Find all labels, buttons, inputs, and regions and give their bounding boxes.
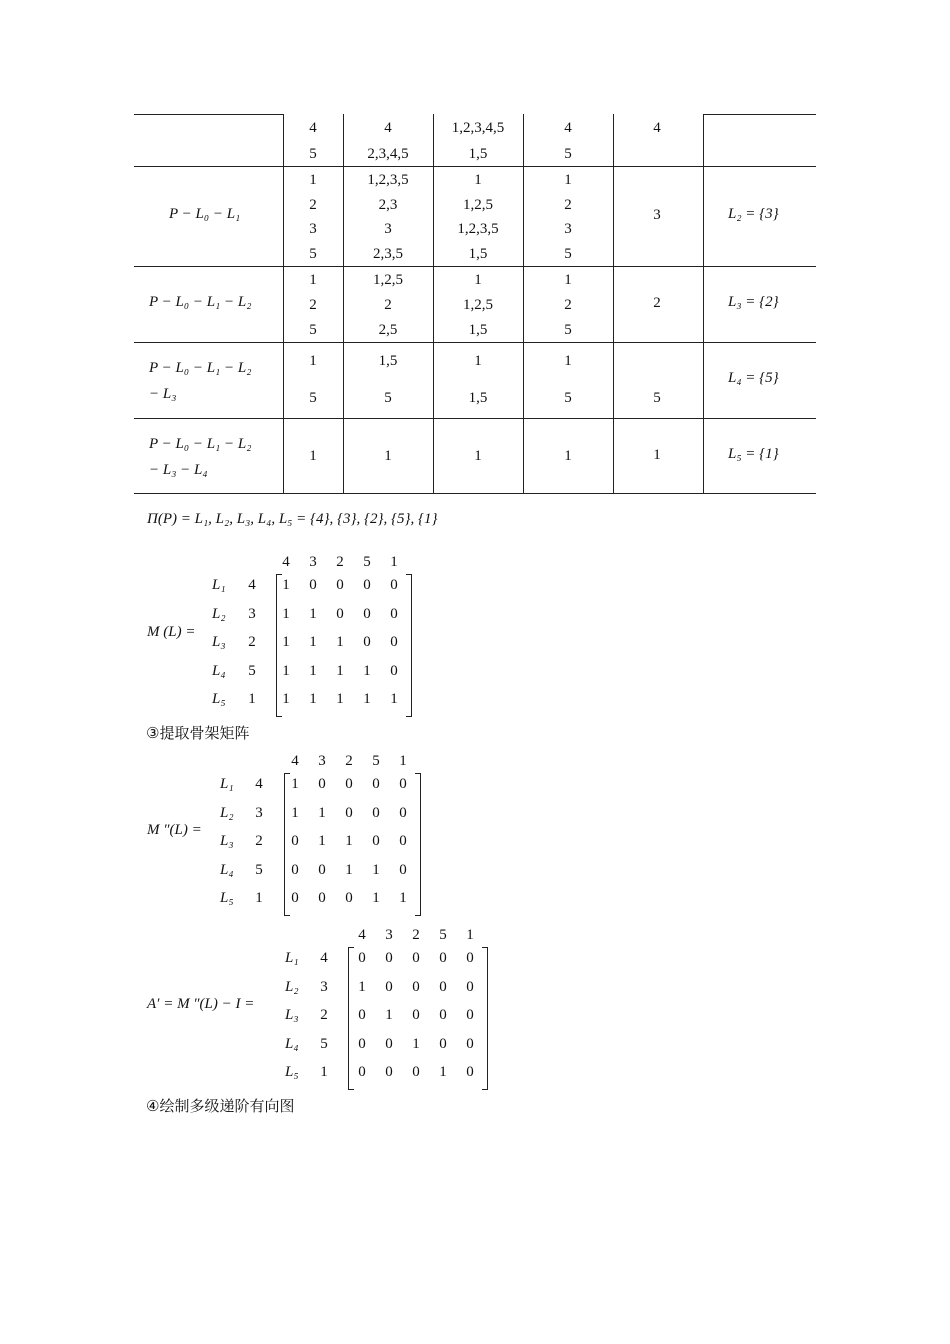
matrix-left-bracket (348, 947, 354, 1090)
matrix-column-header: 5 (372, 753, 380, 769)
matrix-cell: 1 (309, 605, 317, 622)
matrix-row-level: L₂ (212, 605, 226, 622)
table-cell: 3 (309, 221, 317, 237)
table-cell: 5 (309, 146, 317, 162)
matrix-row-header: 5 (248, 662, 256, 679)
matrix-cell: 1 (291, 776, 299, 792)
matrix-row-level: L₃ (220, 833, 234, 849)
table-cell: 5 (384, 390, 392, 406)
matrix-right-bracket (406, 574, 412, 717)
matrix-cell: 1 (372, 890, 380, 906)
matrix-cell: 1 (309, 662, 317, 679)
matrix-cell: 0 (412, 978, 420, 995)
matrix-cell: 0 (358, 1007, 366, 1023)
table-cell: 5 (564, 246, 572, 262)
table-cell: 1 (309, 353, 317, 369)
matrix-row-level: L₃ (212, 634, 226, 650)
matrix-cell: 0 (412, 1007, 420, 1023)
matrix-cell: 0 (363, 634, 371, 650)
matrix-cell: 0 (318, 776, 326, 792)
table-cell: 2 (564, 297, 572, 313)
matrix-row-level: L₄ (220, 861, 234, 878)
matrix-column-header: 5 (439, 927, 447, 943)
matrix-cell: 0 (345, 804, 353, 821)
matrix-cell: 0 (358, 1064, 366, 1080)
table-cell: 5 (309, 246, 317, 262)
matrix-right-bracket (482, 947, 488, 1090)
table-cell: 1 (384, 448, 392, 464)
matrix-cell: 0 (390, 662, 398, 679)
matrix-row-header: 2 (320, 1007, 328, 1023)
matrix-row-header: 5 (320, 1035, 328, 1052)
matrix-column-header: 2 (336, 554, 344, 570)
matrix-column-header: 3 (309, 554, 317, 570)
table-cell: 1,2,3,5 (367, 172, 409, 188)
matrix-cell: 0 (385, 1035, 393, 1052)
matrix-cell: 1 (336, 662, 344, 679)
table-rule (134, 114, 283, 115)
table-cell: 5 (309, 390, 317, 406)
table-cell: 5 (564, 322, 572, 338)
matrix-column-header: 2 (412, 927, 420, 943)
table-cell: 2,3 (378, 197, 398, 213)
matrix-cell: 0 (385, 1064, 393, 1080)
matrix-column-header: 1 (399, 753, 407, 769)
matrix-cell: 1 (390, 691, 398, 707)
table-cell: 1 (309, 172, 317, 188)
matrix-column-header: 4 (291, 753, 299, 769)
table-cell: 5 (309, 322, 317, 338)
table-cell: 2,3,4,5 (367, 146, 409, 162)
table-cell: 1 (309, 272, 317, 288)
matrix-row-level: L₁ (212, 577, 226, 593)
matrix-cell: 0 (412, 950, 420, 966)
matrix-column-header: 3 (318, 753, 326, 769)
matrix-row-header: 3 (320, 978, 328, 995)
matrix-cell: 0 (466, 978, 474, 995)
table-cell: 1,5 (468, 146, 488, 162)
matrix-cell: 0 (291, 861, 299, 878)
table-cell: 1,2,5 (463, 297, 493, 313)
matrix-label: M (L) = (147, 624, 196, 640)
table-level-set: L₃ = {2} (728, 294, 779, 310)
matrix-cell: 0 (399, 776, 407, 792)
matrix-column-header: 4 (358, 927, 366, 943)
table-cell: 1,5 (468, 322, 488, 338)
matrix-cell: 1 (282, 691, 290, 707)
table-level-cell: 5 (653, 390, 661, 406)
matrix-cell: 0 (399, 861, 407, 878)
matrix-cell: 0 (390, 605, 398, 622)
table-rule (134, 418, 816, 419)
matrix-cell: 0 (439, 1035, 447, 1052)
matrix-row-header: 4 (248, 577, 256, 593)
table-cell: 1 (474, 272, 482, 288)
caption-draw-hierarchy: ④绘制多级递阶有向图 (146, 1097, 295, 1115)
table-level-cell: 3 (653, 207, 661, 223)
matrix-row-header: 3 (248, 605, 256, 622)
matrix-cell: 1 (282, 605, 290, 622)
matrix-column-header: 2 (345, 753, 353, 769)
matrix-cell: 0 (466, 950, 474, 966)
matrix-left-bracket (276, 574, 282, 717)
matrix-row-level: L₂ (220, 804, 234, 821)
matrix-cell: 1 (439, 1064, 447, 1080)
matrix-cell: 0 (309, 577, 317, 593)
matrix-cell: 1 (399, 890, 407, 906)
table-cell: 2 (564, 197, 572, 213)
matrix-cell: 0 (291, 833, 299, 849)
table-level-cell: 4 (653, 120, 661, 136)
table-cell: 2,3,5 (373, 246, 403, 262)
matrix-cell: 0 (372, 804, 380, 821)
matrix-cell: 0 (372, 776, 380, 792)
matrix-cell: 0 (358, 950, 366, 966)
matrix-cell: 0 (372, 833, 380, 849)
matrix-row-header: 2 (248, 634, 256, 650)
matrix-row-header: 1 (320, 1064, 328, 1080)
matrix-row-header: 4 (320, 950, 328, 966)
matrix-row-header: 4 (255, 776, 263, 792)
matrix-cell: 1 (345, 833, 353, 849)
table-row-label: P − L₀ − L₁ (169, 206, 241, 222)
matrix-label: A′ = M ″(L) − I = (147, 996, 255, 1012)
matrix-cell: 0 (336, 605, 344, 622)
table-column-rule (703, 114, 704, 494)
table-row-label: P − L₀ − L₁ − L₂ (149, 294, 252, 310)
matrix-row-level: L₅ (220, 890, 234, 906)
table-cell: 1,2,5 (373, 272, 403, 288)
table-rule (134, 342, 816, 343)
matrix-cell: 0 (345, 776, 353, 792)
table-cell: 2 (309, 197, 317, 213)
matrix-cell: 0 (466, 1064, 474, 1080)
matrix-cell: 0 (318, 861, 326, 878)
table-rule (134, 493, 816, 494)
matrix-cell: 1 (282, 662, 290, 679)
matrix-cell: 1 (336, 691, 344, 707)
table-cell: 1,2,3,5 (457, 221, 499, 237)
table-cell: 1,2,3,4,5 (451, 120, 505, 136)
matrix-cell: 0 (466, 1007, 474, 1023)
matrix-cell: 0 (345, 890, 353, 906)
matrix-column-header: 4 (282, 554, 290, 570)
matrix-row-level: L₁ (285, 950, 299, 966)
matrix-cell: 0 (363, 577, 371, 593)
matrix-cell: 0 (390, 634, 398, 650)
matrix-cell: 0 (399, 833, 407, 849)
matrix-column-header: 3 (385, 927, 393, 943)
matrix-row-level: L₁ (220, 776, 234, 792)
matrix-cell: 1 (282, 634, 290, 650)
partition-formula: Π(P) = L₁, L₂, L₃, L₄, L₅ = {4}, {3}, {2}, {5}, {1} (147, 511, 438, 527)
table-cell: 1,5 (468, 390, 488, 406)
table-row-label: − L₃ − L₄ (149, 462, 208, 478)
matrix-cell: 1 (385, 1007, 393, 1023)
table-cell: 1,5 (378, 353, 398, 369)
matrix-cell: 0 (336, 577, 344, 593)
table-cell: 1 (564, 448, 572, 464)
table-rule (703, 114, 816, 115)
table-cell: 4 (384, 120, 392, 136)
matrix-row-level: L₅ (212, 691, 226, 707)
table-cell: 4 (309, 120, 317, 136)
matrix-cell: 1 (358, 978, 366, 995)
table-level-cell: 1 (653, 447, 661, 463)
matrix-cell: 1 (336, 634, 344, 650)
matrix-row-level: L₄ (212, 662, 226, 679)
matrix-column-header: 5 (363, 554, 371, 570)
table-cell: 1 (564, 353, 572, 369)
matrix-cell: 1 (309, 634, 317, 650)
table-cell: 1 (474, 172, 482, 188)
table-rule (134, 266, 816, 267)
table-level-cell: 2 (653, 295, 661, 311)
matrix-cell: 1 (282, 577, 290, 593)
matrix-cell: 0 (385, 950, 393, 966)
table-cell: 3 (384, 221, 392, 237)
matrix-row-header: 1 (255, 890, 263, 906)
matrix-row-header: 5 (255, 861, 263, 878)
table-cell: 1,2,5 (463, 197, 493, 213)
matrix-cell: 0 (390, 577, 398, 593)
table-cell: 1 (474, 353, 482, 369)
table-cell: 4 (564, 120, 572, 136)
table-cell: 1 (564, 172, 572, 188)
table-cell: 5 (564, 146, 572, 162)
matrix-cell: 0 (318, 890, 326, 906)
table-row-label: − L₃ (149, 386, 177, 402)
matrix-cell: 1 (363, 691, 371, 707)
matrix-row-level: L₂ (285, 978, 299, 995)
matrix-cell: 0 (439, 1007, 447, 1023)
matrix-cell: 1 (291, 804, 299, 821)
matrix-label: M ″(L) = (147, 822, 202, 838)
matrix-cell: 0 (439, 950, 447, 966)
matrix-row-header: 1 (248, 691, 256, 707)
table-cell: 2 (384, 297, 392, 313)
matrix-right-bracket (415, 773, 421, 916)
table-rule (134, 166, 816, 167)
matrix-column-header: 1 (390, 554, 398, 570)
table-row-label: P − L₀ − L₁ − L₂ (149, 436, 252, 452)
table-level-set: L₄ = {5} (728, 370, 779, 386)
matrix-row-level: L₄ (285, 1035, 299, 1052)
matrix-cell: 1 (318, 804, 326, 821)
table-cell: 2 (309, 297, 317, 313)
matrix-cell: 0 (291, 890, 299, 906)
table-level-set: L₅ = {1} (728, 446, 779, 462)
table-cell: 1 (474, 448, 482, 464)
matrix-cell: 1 (318, 833, 326, 849)
table-row-label: P − L₀ − L₁ − L₂ (149, 360, 252, 376)
table-cell: 5 (564, 390, 572, 406)
table-cell: 1 (564, 272, 572, 288)
matrix-cell: 0 (363, 605, 371, 622)
matrix-cell: 1 (309, 691, 317, 707)
matrix-row-level: L₅ (285, 1064, 299, 1080)
matrix-row-header: 2 (255, 833, 263, 849)
matrix-cell: 0 (399, 804, 407, 821)
matrix-cell: 1 (345, 861, 353, 878)
matrix-row-header: 3 (255, 804, 263, 821)
matrix-cell: 1 (363, 662, 371, 679)
table-cell: 2,5 (378, 322, 398, 338)
matrix-column-header: 1 (466, 927, 474, 943)
matrix-cell: 0 (439, 978, 447, 995)
table-cell: 3 (564, 221, 572, 237)
caption-extract-skeleton: ③提取骨架矩阵 (146, 724, 250, 742)
matrix-cell: 0 (385, 978, 393, 995)
matrix-row-level: L₃ (285, 1007, 299, 1023)
table-level-set: L₂ = {3} (728, 206, 779, 222)
matrix-cell: 0 (358, 1035, 366, 1052)
matrix-left-bracket (284, 773, 290, 916)
matrix-cell: 0 (412, 1064, 420, 1080)
table-cell: 1,5 (468, 246, 488, 262)
matrix-cell: 0 (466, 1035, 474, 1052)
matrix-cell: 1 (412, 1035, 420, 1052)
matrix-cell: 1 (372, 861, 380, 878)
table-cell: 1 (309, 448, 317, 464)
